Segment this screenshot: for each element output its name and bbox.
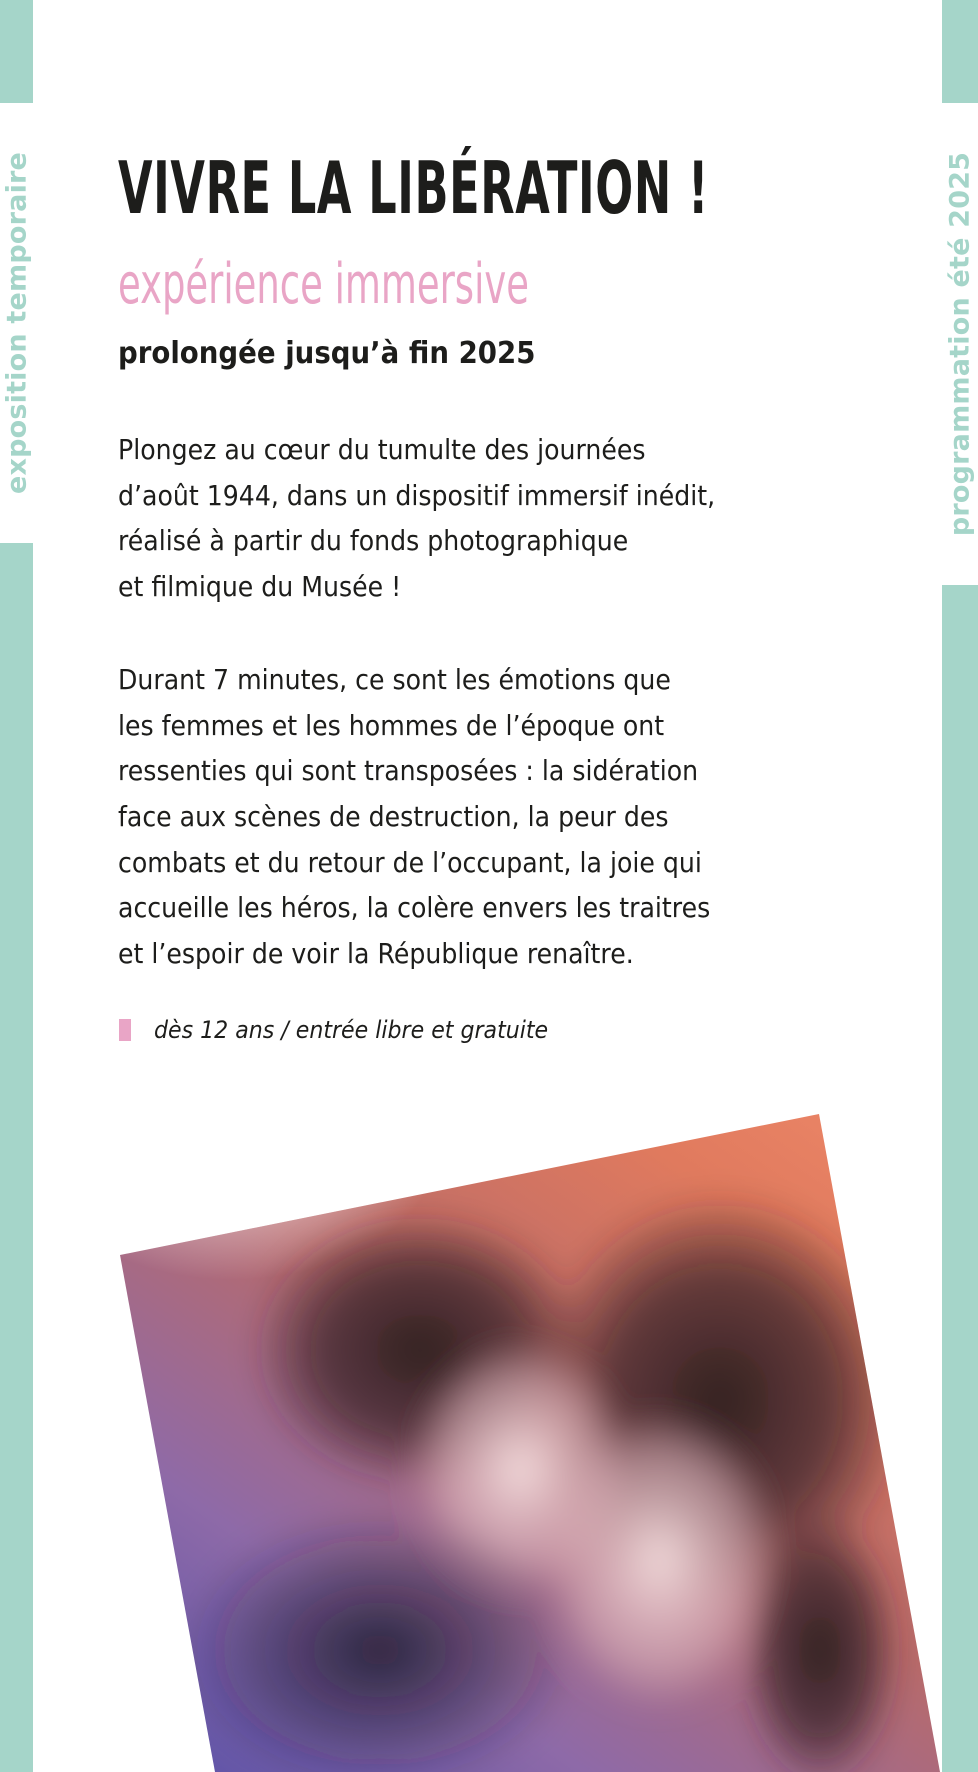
paragraph-line: combats et du retour de l’occupant, la joie qui	[118, 845, 702, 879]
left-band-top	[0, 0, 33, 103]
paragraph-line: Durant 7 minutes, ce sont les émotions que	[118, 663, 671, 696]
paragraph-line: et l’espoir de voir la République renaître.	[118, 937, 634, 971]
info-text: dès 12 ans / entrée libre et gratuite	[154, 1016, 549, 1044]
page-subtitle: expérience immersive	[118, 252, 529, 317]
side-label-programmation: programmation été 2025	[944, 151, 976, 537]
photo-area	[0, 1100, 978, 1772]
extension-notice: prolongée jusqu’à fin 2025	[118, 336, 536, 371]
paragraph-line: d’août 1944, dans un dispositif immersif inédit,	[118, 478, 716, 512]
right-band-top	[942, 0, 978, 103]
paragraph-line: Plongez au cœur du tumulte des journées	[118, 433, 646, 466]
right-side-label-area	[942, 103, 978, 585]
intro-paragraph	[118, 427, 715, 610]
side-label-exposition: exposition temporaire	[1, 151, 32, 495]
page-title: VIVRE LA LIBÉRATION !	[118, 146, 709, 230]
paragraph-line: accueille les héros, la colère envers les traitres	[118, 891, 711, 925]
info-marker	[119, 1019, 131, 1041]
paragraph-line: face aux scènes de destruction, la peur des	[118, 800, 669, 834]
description-paragraph	[118, 657, 710, 977]
left-side-label-area	[0, 103, 33, 543]
tilted-photograph	[0, 1100, 978, 1772]
paragraph-line: réalisé à partir du fonds photographique	[118, 524, 629, 558]
paragraph-line: les femmes et les hommes de l’époque ont	[118, 708, 665, 742]
paragraph-line: et filmique du Musée !	[118, 570, 402, 604]
paragraph-line: ressenties qui sont transposées : la sidération	[118, 754, 699, 788]
